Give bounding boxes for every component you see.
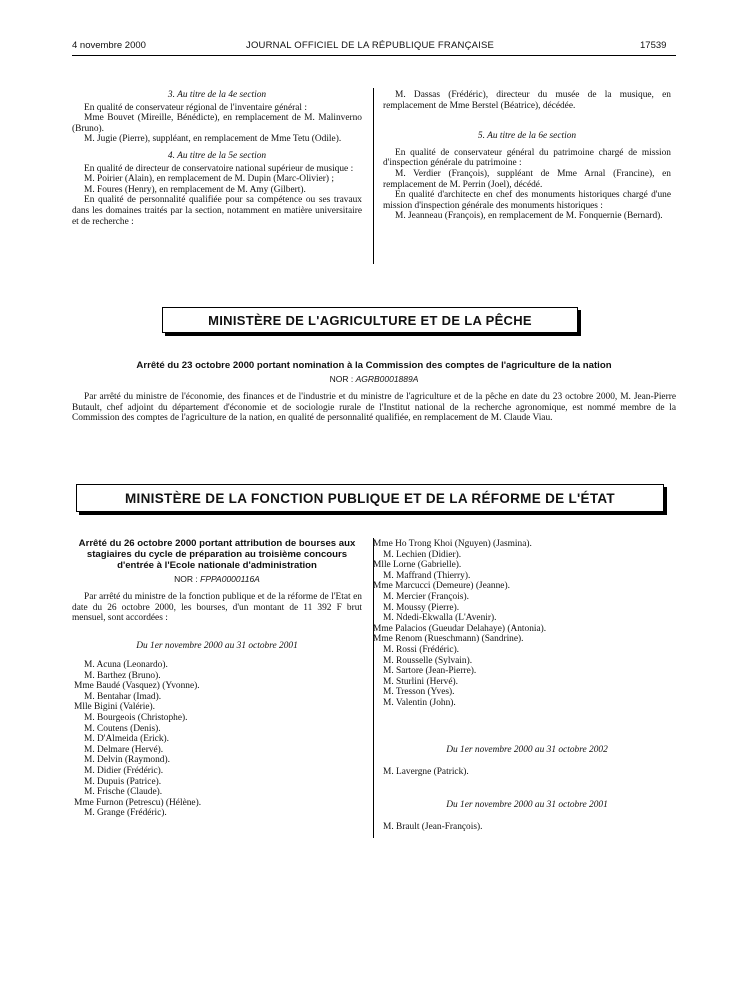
paragraph: M. Foures (Henry), en remplacement de M. Amy (Gilbert). [84, 184, 306, 195]
list-item: M. Dupuis (Patrice). [84, 776, 162, 787]
section-heading: 5. Au titre de la 6e section [477, 131, 577, 142]
list-item: Mme Marcucci (Demeure) (Jeanne). [373, 581, 510, 592]
list-item: M. Ndedi-Ekwalla (L'Avenir). [383, 613, 497, 624]
bursary-list-left [72, 660, 362, 819]
list-item: M. Bentahar (Imad). [84, 691, 162, 702]
header-journal-title: JOURNAL OFFICIEL DE LA RÉPUBLIQUE FRANÇAISE [246, 40, 495, 51]
list-item: M. Delvin (Raymond). [84, 755, 170, 766]
arrete2-period3: Du 1er novembre 2000 au 31 octobre 2001 [446, 800, 608, 810]
bursary-list-2002 [371, 767, 671, 778]
list-item: M. Barthez (Bruno). [84, 670, 161, 681]
bursary-list-2001b [371, 822, 671, 833]
list-item: M. Maffrand (Thierry). [383, 570, 471, 581]
list-item: M. Mercier (François). [383, 591, 469, 602]
paragraph: M. Jeanneau (François), en remplacement de M. Fonquernie (Bernard). [395, 211, 663, 222]
list-item: Mlle Bigini (Valérie). [74, 702, 155, 713]
list-item: Mme Ho Trong Khoi (Nguyen) (Jasmina). [373, 539, 532, 549]
arrete2-nor [72, 574, 362, 584]
paragraph: Mme Bouvet (Mireille, Bénédicte), en remplacement de M. Malinverno (Bruno). [72, 113, 362, 134]
list-item: M. Delmare (Hervé). [84, 744, 164, 755]
nor-code: AGRB0001889A [355, 374, 419, 384]
arrete1-nor [72, 374, 676, 384]
header-rule [72, 55, 676, 56]
list-item: M. Grange (Frédéric). [84, 808, 167, 819]
arrete2-period1: Du 1er novembre 2000 au 31 octobre 2001 [136, 641, 298, 651]
list-item: M. Rousselle (Sylvain). [383, 655, 473, 666]
paragraph: M. Verdier (François), suppléant de Mme Arnal (Francine), en remplacement de M. Perrin (Joel), décédé. [383, 168, 671, 190]
list-item: M. Valentin (John). [383, 697, 456, 708]
paragraph: M. Dassas (Frédéric), directeur du musée de la musique, en remplacement de Mme Berstel (Béatrice), décédée. [383, 90, 671, 111]
nor-label: NOR : [174, 574, 198, 584]
top-left-column [72, 90, 362, 227]
list-item: M. Lavergne (Patrick). [383, 767, 469, 777]
list-item: Mme Palacios (Gueudar Delahaye) (Antonia). [373, 623, 547, 634]
arrete2-title: Arrêté du 26 octobre 2000 portant attribution de bourses aux stagiaires du cycle de préparation au troisième concours d'entrée à l'Ecole nationale d'administration [78, 538, 356, 571]
paragraph: En qualité de personnalité qualifiée pour sa compétence ou ses travaux dans les domaines traités par la section, notamment en matière universitaire et de recherche : [72, 195, 362, 227]
list-item: M. Lechien (Didier). [383, 549, 462, 560]
paragraph: En qualité de conservateur général du patrimoine chargé de mission d'inspection générale du patrimoine : [383, 147, 671, 169]
paragraph: En qualité d'architecte en chef des monuments historiques chargé d'une mission d'inspection générale des monuments historiques : [383, 190, 671, 211]
list-item: M. Brault (Jean-François). [383, 822, 483, 832]
paragraph: M. Poirier (Alain), en remplacement de M. Dupin (Marc-Olivier) ; [84, 174, 334, 185]
paragraph: M. Jugie (Pierre), suppléant, en remplacement de Mme Tetu (Odile). [84, 134, 342, 145]
top-right-column [383, 90, 671, 222]
list-item: Mme Furnon (Petrescu) (Hélène). [74, 797, 202, 808]
arrete2-body: Par arrêté du ministre de la fonction publique et de la réforme de l'Etat en date du 26 octobre 2000, les bourses, d'un montant de 11 392 F brut mensuel, sont accordées : [72, 592, 362, 624]
list-item: M. Bourgeois (Christophe). [84, 712, 188, 723]
arrete1-title: Arrêté du 23 octobre 2000 portant nomination à la Commission des comptes de l'agriculture de la nation [136, 360, 612, 371]
section-heading: 3. Au titre de la 4e section [167, 90, 267, 100]
nor-label: NOR : [329, 374, 354, 384]
ministry-agriculture-banner: MINISTÈRE DE L'AGRICULTURE ET DE LA PÊCHE [162, 307, 578, 333]
ministry-fonction-publique-banner: MINISTÈRE DE LA FONCTION PUBLIQUE ET DE LA RÉFORME DE L'ÉTAT [76, 484, 664, 512]
list-item: M. Coutens (Denis). [84, 723, 161, 734]
list-item: M. Frische (Claude). [84, 787, 163, 798]
list-item: Mme Baudé (Vasquez) (Yvonne). [74, 681, 200, 692]
list-item: Mlle Lorne (Gabrielle). [373, 560, 462, 571]
column-divider-top [373, 88, 374, 264]
list-item: Mme Renom (Rueschmann) (Sandrine). [373, 634, 524, 645]
nor-code: FPPA0000116A [200, 574, 260, 584]
section-heading: 4. Au titre de la 5e section [167, 150, 267, 161]
paragraph: En qualité de conservateur régional de l'inventaire général : [84, 102, 307, 113]
list-item: M. Rossi (Frédéric). [383, 644, 460, 655]
list-item: M. Tresson (Yves). [383, 687, 455, 698]
header-date: 4 novembre 2000 [72, 40, 146, 51]
list-item: M. Didier (Frédéric). [84, 765, 164, 776]
bursary-list-right [371, 539, 671, 709]
list-item: M. Moussy (Pierre). [383, 602, 460, 613]
header-page-number: 17539 [640, 40, 667, 51]
paragraph: En qualité de directeur de conservatoire national supérieur de musique : [84, 163, 354, 174]
list-item: M. Acuna (Leonardo). [84, 660, 168, 670]
list-item: M. D'Almeida (Erick). [84, 734, 169, 745]
arrete1-body: Par arrêté du ministre de l'économie, des finances et de l'industrie et du ministre de l'agriculture et de la pêche en date du 23 octobre 2000, M. Jean-Pierre Butault, chef adjoint du département d'économie et de sociologie rurale de l'Institut national de la recherche agronomique, est nommé membre de la Commission des comptes de l'agriculture de la nation, en qualité de personnalité qualifiée, en remplacement de M. Claude Viau. [72, 392, 676, 424]
list-item: M. Sartore (Jean-Pierre). [383, 666, 477, 677]
arrete2-period2: Du 1er novembre 2000 au 31 octobre 2002 [446, 745, 608, 755]
list-item: M. Sturlini (Hervé). [383, 676, 458, 687]
